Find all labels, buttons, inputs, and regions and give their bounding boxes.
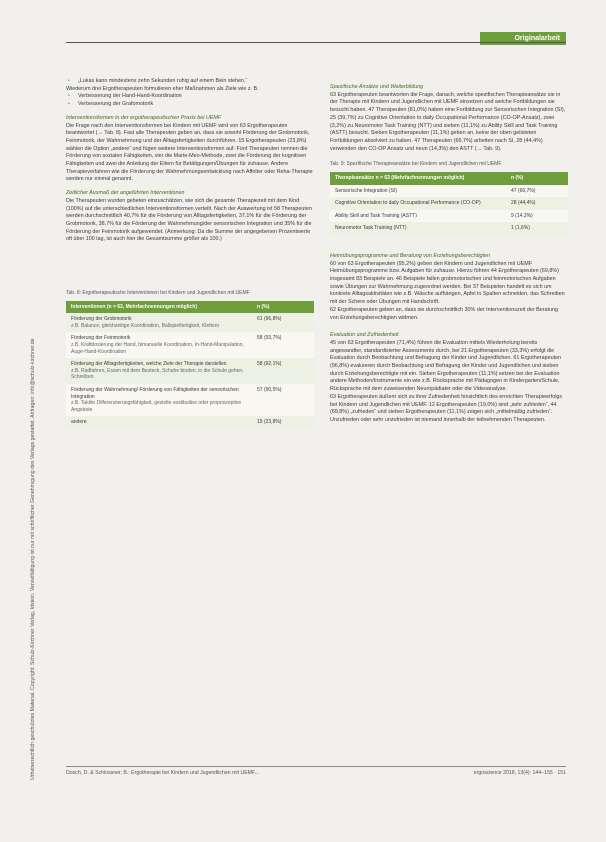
section-heading: Interventionsformen in der ergotherapeutischen Praxis bei UEMF [66,114,222,121]
bullet-item: • Verbesserung der Grafomotorik [66,101,314,109]
row-value: 28 (44,4%) [511,200,536,207]
row-value: 57 (90,5%) [257,387,282,393]
footer-journal: ergoscience 2018, 13(4): 144–155 · 151 [473,770,566,776]
section-badge: Originalarbeit [480,32,566,45]
paragraph: 45 von 63 Ergotherapeuten (71,4%) führen die Evaluation mittels Wiederholung bereits angewandter, standardisierter Assessments durch, bei 21 Ergotherapeuten (33,3%) erfolgt die Evaluation durch Beobachtung und Befragung der Kinder und Jugendlichen. 61 Ergotherapeuten (96,8%) evaluieren durch Beobachtung und Befragung der Kinder und Jugendlichen und sieben durch Erziehungsberechtigte mit ein. Sieben Ergotherapeuten (11,1%) setzen bei der Evaluation andere Methoden/Instrumente ein wie z.B. Rücksprache mit Pädagogen in Kindergarten/Schule, Rücksprache mit dem zuweisenden Neuropädiater oder die Videoanalyse. [330,339,562,393]
right-column [330,84,568,425]
left-column [66,78,314,429]
row-subtitle: z.B. Kraftdosierung der Hand, bimanuelle Koordination, In-Hand-Manipulation, Auge-Hand-Koordination [71,342,244,355]
row-value: 47 (66,7%) [511,187,536,194]
table-row [330,185,568,198]
table-header-cell: Interventionen (n = 63, Mehrfachnennungen möglich) [71,303,197,310]
row-title: Förderung der Grobmotorik [71,316,132,323]
paragraph: 63 Ergotherapeuten äußern sich zu ihrer Zufriedenheit hinsichtlich des erreichten Therapieerfolgs bei Kindern und Jugendlichen mit UEMF. 12 Ergotherapeuten (19,0%) sind „sehr zufrieden“, 44 (69,8%) „zufrieden“ und sieben Ergotherapeuten (11,1%) zeigen sich „mittelmäßig zufrieden“. Unzufrieden oder sehr unzufrieden ist niemand innerhalb der teilnehmenden Therapeuten. [330,393,563,423]
page-footer [66,770,566,776]
paragraph: 63 Ergotherapeuten beantworten die Frage, danach, welche spezifischen Therapieansätze sie in der Therapie mit Kindern und Jugendlichen mit UEMF einsetzen und welche Fortbildungen sie besucht haben. 47 Therapeuten (81,0%) haben eine Fortbildung zur Sensorischen Integration (SI), 25 (39,7%) zu Cognitive Orientation to daily Occupational Performance (CO-OP-Ansatz), zwei (3,2%) zu Neuromotor Task Training (NTT) und sieben (11,1%) zu Ability Skill and Task Training (ASTT) besucht. Sieben Ergotherapeuten (11,1%) geben an, keine der oben gelisteten Fortbildungen absolviert zu haben. 47 Therapeuten (66,7%) arbeiten nach SI, 28 (44,4%) verwenden den CO-OP Ansatz und neun (14,3%) den ASTT (→ Tab. 9). [330,91,566,152]
footer-rule [66,766,566,767]
row-value: 58 (93,7%) [257,335,282,342]
table-row [330,197,568,210]
table-header-row [66,301,314,314]
section-heading: Zeitlicher Ausmaß der angeführten Interventionen [66,190,185,197]
row-value: 61 (96,8%) [257,316,282,323]
table-caption: Tab. 8: Ergotherapeutische Interventionen bei Kindern und Jugendlichen mit UEMF [66,290,250,297]
table-header-cell: n (%) [257,303,270,310]
table-row [66,384,314,416]
section-heading: Evaluation und Zufriedenheit [330,332,399,339]
section-heading: Spezifische Ansätze und Weiterbildung [330,84,424,90]
table-row [330,210,568,223]
interventions-table [66,301,314,429]
paragraph: 60 von 63 Ergotherapeuten (95,2%) geben den Kindern und Jugendlichen mit UEMF Heimübungsprogramme bzw. Aufgaben für zuhause. Hierzu führen 44 Ergotherapeuten (69,8%) insgesamt 83 Beispiele an. 46 Beispiele fallen grobmotorischen und feinmotorischen Aufgaben sowie Übungen zur Wahrnehmung zugeordnet werden. Bei 37 Beispielen handelt es sich um konkrete Alltagsaktivitäten wie z.B. Wäsche aufhängen, Apfel in Spalten schneiden, das Schreiben mit der Schere oder Übungen mit Handschrift. [330,260,565,306]
row-value: 58 (92,1%) [257,361,282,368]
row-title: Förderung der Wahrnehmung/ Förderung von Fähigkeiten der sensorischen Integration [71,387,239,400]
row-title: Sensorische Integration (SI) [335,187,397,194]
row-value: 15 (23,8%) [257,419,282,426]
table-caption: Tab. 9: Spezifische Therapieansätze bei Kindern und Jugendlichen mit UEMF [330,161,502,168]
row-title: Neuromotor Task Training (NTT) [335,225,407,232]
paragraph: Die Frage nach den Interventionsformen bei Kindern mit UEMF wird von 63 Ergotherapeuten beantwortet (→ Tab. 8). Fast alle Therapeuten geben an, dass sie sowohl Förderung der Grobmotorik, Feinmotorik, der Wahrnehmung und der Alltagsfertigkeiten durchführen. 15 Ergotherapeuten (23,8%) wählen die Option „andere“ und fügen weitere Interventionsformen auf. Fünf Therapeuten nennen die Förderung von sozialen Fähigkeiten, vier die Marte-Meo-Methode, zwei die Förderung der kognitiven Fähigkeiten und zwei die Anleitung der Eltern für Betätigungen/Übungen für zuhause. Andere Therapieverfahren wie die Förderung der Wahrnehmungsentwicklung nach Affolter oder Reha-Therapie werden nur einmal genannt. [66,122,313,183]
paragraph: Die Therapeuten wurden gebeten einzuschätzen, wie sich die gesamte Therapiezeit mit dem Kind (100%) auf die unterschiedlichen Interventionsformen verteilt. Nach der Auswertung ist 58 Therapeuten werden durchschnittlich 40,7% für die Förderung von Alltagsfertigkeiten, 37,1% für die Förderung der Grobmotorik, 38,7% für die Förderung der Wahrnehmung/der sensorischen Integration und 35% für die Förderung der Feinmotorik aufgewendet. (Anmerkung: Da die Summe der angegebenen Prozentwerte oft über 100 lag, ist auch hier die Gesamtsumme größer als 100.) [66,197,312,243]
row-value: 1 (1,6%) [511,225,530,232]
table-header-cell: Therapieansätze n = 63 (Mehrfachnennungen möglich) [335,174,465,181]
table-row [330,222,568,235]
bullet-item: • Verbesserung der Hand-Hand-Koordination [66,93,314,101]
table-row [66,416,314,429]
row-subtitle: z.B. Balance, gleichzeitige Koordination, Ballspielfertigkeit, Klettern [71,322,220,329]
table-row [66,313,314,332]
table-header-row [330,172,568,185]
paragraph: Wiederum drei Ergotherapeuten formulieren eher Maßnahmen als Ziele wie z. B. [66,85,259,92]
row-title: Förderung der Feinmotorik [71,335,131,342]
therapy-approaches-table [330,172,568,235]
row-title: Förderung der Alltagsfertigkeiten, welche Ziele der Therapie darstellen [71,361,227,368]
row-value: 9 (14,3%) [511,212,533,219]
paragraph: 62 Ergotherapeuten geben an, dass sie durchschnittlich 30% der Interventionszeit der Beratung von Erziehungsberechtigten widmen. [330,306,559,321]
table-row [66,332,314,358]
row-subtitle: z.B. Taktile Differenzierungsfähigkeit, gezielte vestibuläre oder propriozeptive Angebote [71,400,242,413]
row-title: Ability Skill and Task Training (ASTT) [335,212,417,219]
table-row [66,358,314,384]
footer-citation: Dosch, D. & Schlossner, B.: Ergotherapie bei Kindern und Jugendlichen mit UEMF... [66,770,259,776]
section-heading: Heimübungsprogramme und Beratung von Erziehungsberechtigten [330,252,491,259]
row-title: Cognitive Orientation to daily Occupational Performance (CO-OP) [335,200,481,207]
table-header-cell: n (%) [511,174,524,181]
bullet-item: • „Lukas kann mindestens zehn Sekunden ruhig auf einem Bein stehen.“ [66,78,314,86]
copyright-side-note: Urheberrechtlich geschütztes Material. Copyright: Schulz-Kirchner Verlag, Idstein. Vervielfältigung ist nur mit schriftlicher Genehmigung des Verlags gestattet. Anfragen: info@schulz-kirchner.de [30,338,36,780]
header-rule [66,42,566,43]
row-subtitle: z.B. Radfahren, Essen mit dem Besteck, Schuhe binden, in die Schule gehen, Schreiben [71,367,244,381]
row-title: andere [71,419,87,426]
